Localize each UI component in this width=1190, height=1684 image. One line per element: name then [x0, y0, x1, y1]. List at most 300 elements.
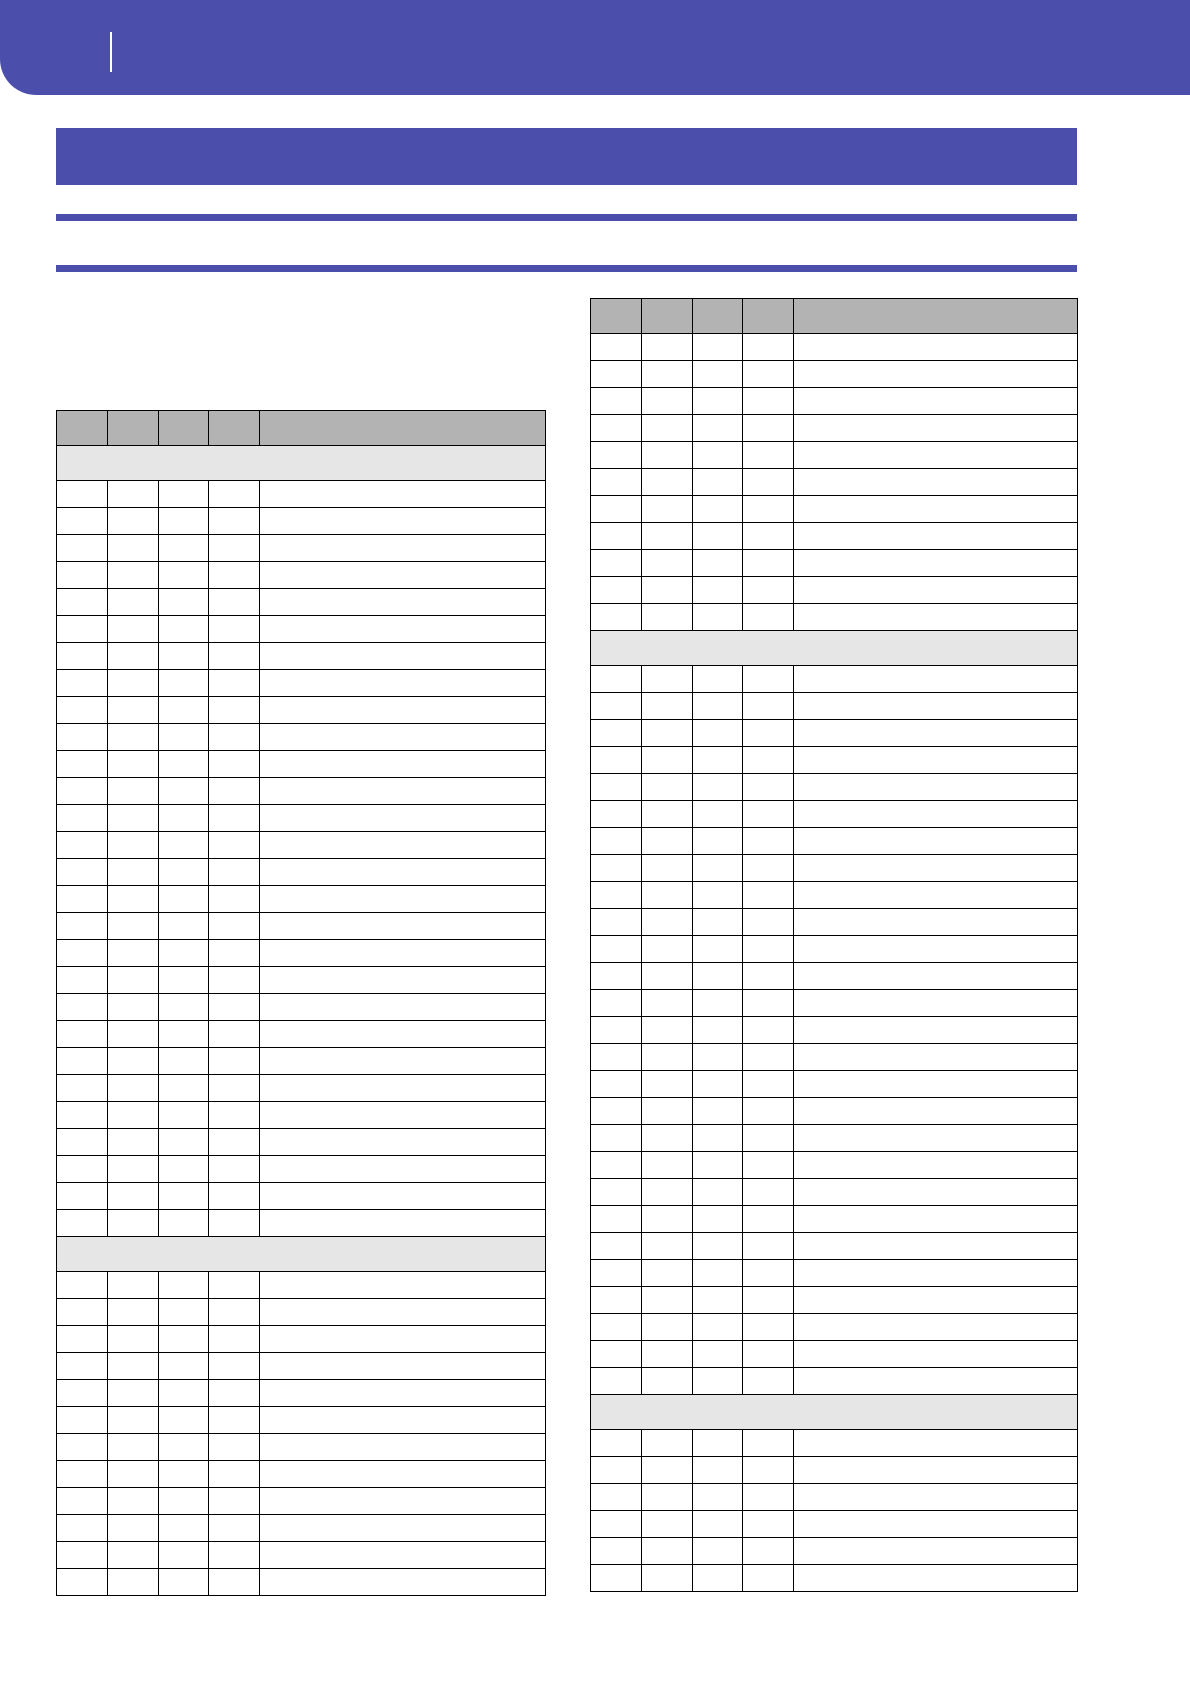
table-cell: [591, 1071, 642, 1098]
table-cell: [57, 724, 108, 751]
table-cell: [591, 1098, 642, 1125]
table-cell: [642, 855, 693, 882]
table-cell: [794, 1314, 1078, 1341]
table-row: [591, 936, 1078, 963]
table-cell: [642, 1260, 693, 1287]
table-cell: [209, 1407, 260, 1434]
table-cell: [794, 1179, 1078, 1206]
table-cell: [159, 1102, 209, 1129]
table-row: [57, 670, 546, 697]
table-cell: [108, 697, 159, 724]
table-cell: [57, 778, 108, 805]
table-cell: [159, 1515, 209, 1542]
table-cell: [591, 1044, 642, 1071]
table-cell: [591, 747, 642, 774]
table-cell: [57, 1461, 108, 1488]
table-cell: [693, 1206, 743, 1233]
table-row: [591, 963, 1078, 990]
table-cell: [260, 616, 546, 643]
table-cell: [591, 1125, 642, 1152]
table-cell: [642, 1098, 693, 1125]
table-cell: [209, 1380, 260, 1407]
table-row: [591, 1152, 1078, 1179]
table-cell: [743, 1287, 794, 1314]
table-cell: [794, 442, 1078, 469]
table-cell: [108, 1434, 159, 1461]
table-cell: [209, 1326, 260, 1353]
table-cell: [794, 990, 1078, 1017]
table-cell: [108, 589, 159, 616]
table-cell: [591, 415, 642, 442]
table-cell: [57, 535, 108, 562]
table-cell: [794, 828, 1078, 855]
table-cell: [209, 1156, 260, 1183]
table-cell: [260, 805, 546, 832]
table-cell: [260, 1461, 546, 1488]
table-cell: [743, 415, 794, 442]
table-cell: [108, 805, 159, 832]
table-cell: [743, 550, 794, 577]
table-cell: [743, 496, 794, 523]
table-cell: [693, 909, 743, 936]
group-label: [57, 1237, 546, 1272]
table-cell: [693, 1484, 743, 1511]
table-cell: [159, 1156, 209, 1183]
table-cell: [159, 1542, 209, 1569]
table-cell: [108, 724, 159, 751]
table-cell: [642, 882, 693, 909]
table-cell: [693, 1098, 743, 1125]
table-cell: [260, 535, 546, 562]
table-row: [57, 1515, 546, 1542]
table-cell: [642, 1179, 693, 1206]
table-row: [57, 589, 546, 616]
table-cell: [743, 1098, 794, 1125]
table-cell: [794, 693, 1078, 720]
table-cell: [108, 1156, 159, 1183]
table-cell: [591, 1368, 642, 1395]
table-cell: [260, 1048, 546, 1075]
table-row: [57, 1461, 546, 1488]
table-cell: [743, 1152, 794, 1179]
table-cell: [591, 1314, 642, 1341]
data-table-right: [590, 298, 1078, 1592]
table-cell: [260, 751, 546, 778]
table-cell: [159, 1353, 209, 1380]
table-cell: [159, 1075, 209, 1102]
table-cell: [794, 1457, 1078, 1484]
table-cell: [794, 1538, 1078, 1565]
table-cell: [743, 1179, 794, 1206]
table-cell: [108, 1299, 159, 1326]
table-cell: [159, 616, 209, 643]
table-cell: [108, 1210, 159, 1237]
table-cell: [57, 643, 108, 670]
table-cell: [693, 1071, 743, 1098]
table-cell: [743, 963, 794, 990]
table-row: [57, 562, 546, 589]
table-cell: [794, 469, 1078, 496]
table-row: [57, 508, 546, 535]
table-cell: [642, 774, 693, 801]
section-rule-bottom: [56, 265, 1077, 272]
table-cell: [591, 577, 642, 604]
table-cell: [642, 1287, 693, 1314]
table-cell: [642, 1314, 693, 1341]
table-cell: [693, 523, 743, 550]
table-cell: [260, 1156, 546, 1183]
table-cell: [743, 1341, 794, 1368]
table-cell: [794, 774, 1078, 801]
table-row: [57, 967, 546, 994]
table-row: [591, 604, 1078, 631]
table-cell: [693, 1368, 743, 1395]
table-cell: [591, 604, 642, 631]
table-cell: [642, 442, 693, 469]
table-cell: [743, 1430, 794, 1457]
table-cell: [794, 747, 1078, 774]
table-cell: [794, 1260, 1078, 1287]
table-cell: [794, 936, 1078, 963]
table-cell: [642, 1125, 693, 1152]
table-cell: [794, 882, 1078, 909]
table-cell: [209, 1102, 260, 1129]
table-cell: [591, 388, 642, 415]
table-cell: [159, 940, 209, 967]
table-cell: [794, 361, 1078, 388]
table-cell: [260, 994, 546, 1021]
table-cell: [794, 1125, 1078, 1152]
table-cell: [591, 1017, 642, 1044]
table-cell: [57, 1299, 108, 1326]
table-cell: [693, 1430, 743, 1457]
table-cell: [693, 963, 743, 990]
table-row: [591, 1233, 1078, 1260]
table-row: [57, 1075, 546, 1102]
table-cell: [159, 1183, 209, 1210]
table-cell: [642, 469, 693, 496]
table-row: [57, 1299, 546, 1326]
table-cell: [260, 1353, 546, 1380]
table-cell: [159, 832, 209, 859]
table-cell: [693, 774, 743, 801]
table-cell: [794, 415, 1078, 442]
table-cell: [108, 1380, 159, 1407]
table-cell: [57, 670, 108, 697]
table-cell: [108, 670, 159, 697]
table-cell: [209, 1299, 260, 1326]
table-cell: [591, 1457, 642, 1484]
table-cell: [108, 1075, 159, 1102]
table-row: [57, 832, 546, 859]
table-cell: [591, 550, 642, 577]
table-cell: [794, 666, 1078, 693]
table-cell: [57, 1272, 108, 1299]
table-cell: [57, 1021, 108, 1048]
table-cell: [794, 577, 1078, 604]
table-cell: [693, 936, 743, 963]
table-cell: [693, 361, 743, 388]
column-header: [57, 411, 108, 446]
table-cell: [159, 886, 209, 913]
table-cell: [209, 535, 260, 562]
table-row: [591, 774, 1078, 801]
table-cell: [260, 1542, 546, 1569]
table-cell: [159, 994, 209, 1021]
table-cell: [794, 963, 1078, 990]
table-cell: [642, 334, 693, 361]
table-cell: [591, 496, 642, 523]
table-cell: [260, 832, 546, 859]
group-label: [591, 631, 1078, 666]
table-cell: [108, 886, 159, 913]
table-cell: [642, 415, 693, 442]
table-cell: [209, 481, 260, 508]
table-cell: [159, 1434, 209, 1461]
table-cell: [591, 693, 642, 720]
table-cell: [159, 1299, 209, 1326]
table-cell: [693, 1287, 743, 1314]
table-cell: [794, 801, 1078, 828]
table-cell: [642, 361, 693, 388]
table-cell: [108, 1515, 159, 1542]
table-cell: [794, 1287, 1078, 1314]
table-cell: [159, 1407, 209, 1434]
table-cell: [794, 1206, 1078, 1233]
table-cell: [642, 1233, 693, 1260]
table-cell: [693, 990, 743, 1017]
table-cell: [57, 697, 108, 724]
table-group-row: [57, 1237, 546, 1272]
table-cell: [794, 1565, 1078, 1592]
table-cell: [209, 940, 260, 967]
table-cell: [159, 1272, 209, 1299]
table-row: [591, 334, 1078, 361]
table-cell: [743, 1484, 794, 1511]
table-cell: [159, 1210, 209, 1237]
table-cell: [642, 720, 693, 747]
table-cell: [743, 855, 794, 882]
table-cell: [693, 1044, 743, 1071]
table-cell: [108, 832, 159, 859]
table-cell: [642, 990, 693, 1017]
table-cell: [642, 523, 693, 550]
table-row: [57, 1129, 546, 1156]
column-header: [209, 411, 260, 446]
table-row: [57, 1542, 546, 1569]
table-cell: [743, 361, 794, 388]
table-cell: [108, 535, 159, 562]
table-cell: [642, 1430, 693, 1457]
table-cell: [57, 1075, 108, 1102]
table-cell: [794, 1511, 1078, 1538]
table-row: [57, 724, 546, 751]
table-row: [591, 1430, 1078, 1457]
table-cell: [108, 508, 159, 535]
table-cell: [260, 1129, 546, 1156]
table-cell: [57, 1156, 108, 1183]
table-cell: [108, 1048, 159, 1075]
table-cell: [743, 936, 794, 963]
table-cell: [693, 550, 743, 577]
table-cell: [642, 666, 693, 693]
table-cell: [108, 1569, 159, 1596]
table-cell: [108, 1021, 159, 1048]
table-row: [57, 751, 546, 778]
column-header: [642, 299, 693, 334]
table-cell: [260, 643, 546, 670]
table-cell: [794, 1430, 1078, 1457]
table-cell: [743, 334, 794, 361]
table-cell: [108, 967, 159, 994]
table-cell: [591, 361, 642, 388]
table-cell: [794, 1341, 1078, 1368]
table-cell: [743, 720, 794, 747]
table-cell: [591, 1430, 642, 1457]
table-cell: [260, 1380, 546, 1407]
column-header: [108, 411, 159, 446]
table-row: [591, 1511, 1078, 1538]
table-cell: [591, 523, 642, 550]
table-cell: [159, 805, 209, 832]
table-cell: [794, 1233, 1078, 1260]
table-cell: [743, 1017, 794, 1044]
table-row: [591, 469, 1078, 496]
table-cell: [642, 550, 693, 577]
table-cell: [260, 724, 546, 751]
table-header-row: [57, 411, 546, 446]
table-cell: [209, 751, 260, 778]
table-cell: [57, 1183, 108, 1210]
table-cell: [159, 724, 209, 751]
table-cell: [693, 1314, 743, 1341]
column-header: [159, 411, 209, 446]
table-cell: [209, 1542, 260, 1569]
table-row: [57, 1353, 546, 1380]
table-cell: [693, 1233, 743, 1260]
table-cell: [693, 828, 743, 855]
table-cell: [209, 832, 260, 859]
table-row: [591, 442, 1078, 469]
table-cell: [642, 1538, 693, 1565]
table-cell: [743, 1368, 794, 1395]
table-cell: [693, 577, 743, 604]
table-cell: [642, 604, 693, 631]
table-cell: [209, 724, 260, 751]
table-row: [57, 1210, 546, 1237]
table-group-row: [591, 1395, 1078, 1430]
table-cell: [642, 963, 693, 990]
table-cell: [642, 936, 693, 963]
table-cell: [108, 616, 159, 643]
column-header: [743, 299, 794, 334]
table-cell: [693, 469, 743, 496]
table-cell: [260, 1210, 546, 1237]
table-cell: [743, 882, 794, 909]
table-row: [591, 415, 1078, 442]
table-cell: [591, 1538, 642, 1565]
section-header-bar: [56, 128, 1077, 185]
table-cell: [591, 990, 642, 1017]
table-cell: [743, 747, 794, 774]
table-row: [57, 1272, 546, 1299]
table-row: [57, 481, 546, 508]
table-cell: [108, 1326, 159, 1353]
table-cell: [209, 967, 260, 994]
table-row: [591, 666, 1078, 693]
table-cell: [209, 1129, 260, 1156]
table-cell: [260, 481, 546, 508]
table-row: [57, 1156, 546, 1183]
table-cell: [693, 801, 743, 828]
table-cell: [693, 1179, 743, 1206]
table-cell: [743, 442, 794, 469]
table-cell: [159, 481, 209, 508]
table-row: [591, 801, 1078, 828]
table-cell: [108, 1353, 159, 1380]
table-row: [57, 535, 546, 562]
table-cell: [57, 562, 108, 589]
table-row: [57, 643, 546, 670]
table-cell: [743, 801, 794, 828]
table-cell: [794, 720, 1078, 747]
table-cell: [794, 604, 1078, 631]
table-cell: [794, 550, 1078, 577]
table-cell: [642, 1206, 693, 1233]
table-cell: [642, 1152, 693, 1179]
table-cell: [591, 1152, 642, 1179]
table-cell: [209, 1048, 260, 1075]
table-cell: [591, 442, 642, 469]
table-cell: [642, 1044, 693, 1071]
table-cell: [57, 886, 108, 913]
table-cell: [591, 1287, 642, 1314]
table-cell: [642, 1071, 693, 1098]
table-cell: [591, 963, 642, 990]
table-cell: [159, 1380, 209, 1407]
table-cell: [693, 442, 743, 469]
table-cell: [743, 990, 794, 1017]
table-cell: [591, 1484, 642, 1511]
table-cell: [159, 913, 209, 940]
table-row: [57, 697, 546, 724]
table-row: [591, 909, 1078, 936]
table-cell: [642, 693, 693, 720]
table-cell: [209, 508, 260, 535]
table-cell: [159, 1048, 209, 1075]
table-cell: [57, 1407, 108, 1434]
table-cell: [57, 994, 108, 1021]
table-cell: [209, 1353, 260, 1380]
table-cell: [260, 913, 546, 940]
table-cell: [57, 859, 108, 886]
table-row: [57, 1434, 546, 1461]
table-cell: [693, 1125, 743, 1152]
table-cell: [794, 1017, 1078, 1044]
table-row: [57, 940, 546, 967]
table-row: [591, 747, 1078, 774]
group-label: [591, 1395, 1078, 1430]
table-cell: [743, 1260, 794, 1287]
column-header: [794, 299, 1078, 334]
table-cell: [743, 604, 794, 631]
table-cell: [159, 562, 209, 589]
table-cell: [260, 1021, 546, 1048]
table-cell: [260, 589, 546, 616]
table-cell: [591, 334, 642, 361]
table-row: [57, 886, 546, 913]
table-cell: [794, 334, 1078, 361]
